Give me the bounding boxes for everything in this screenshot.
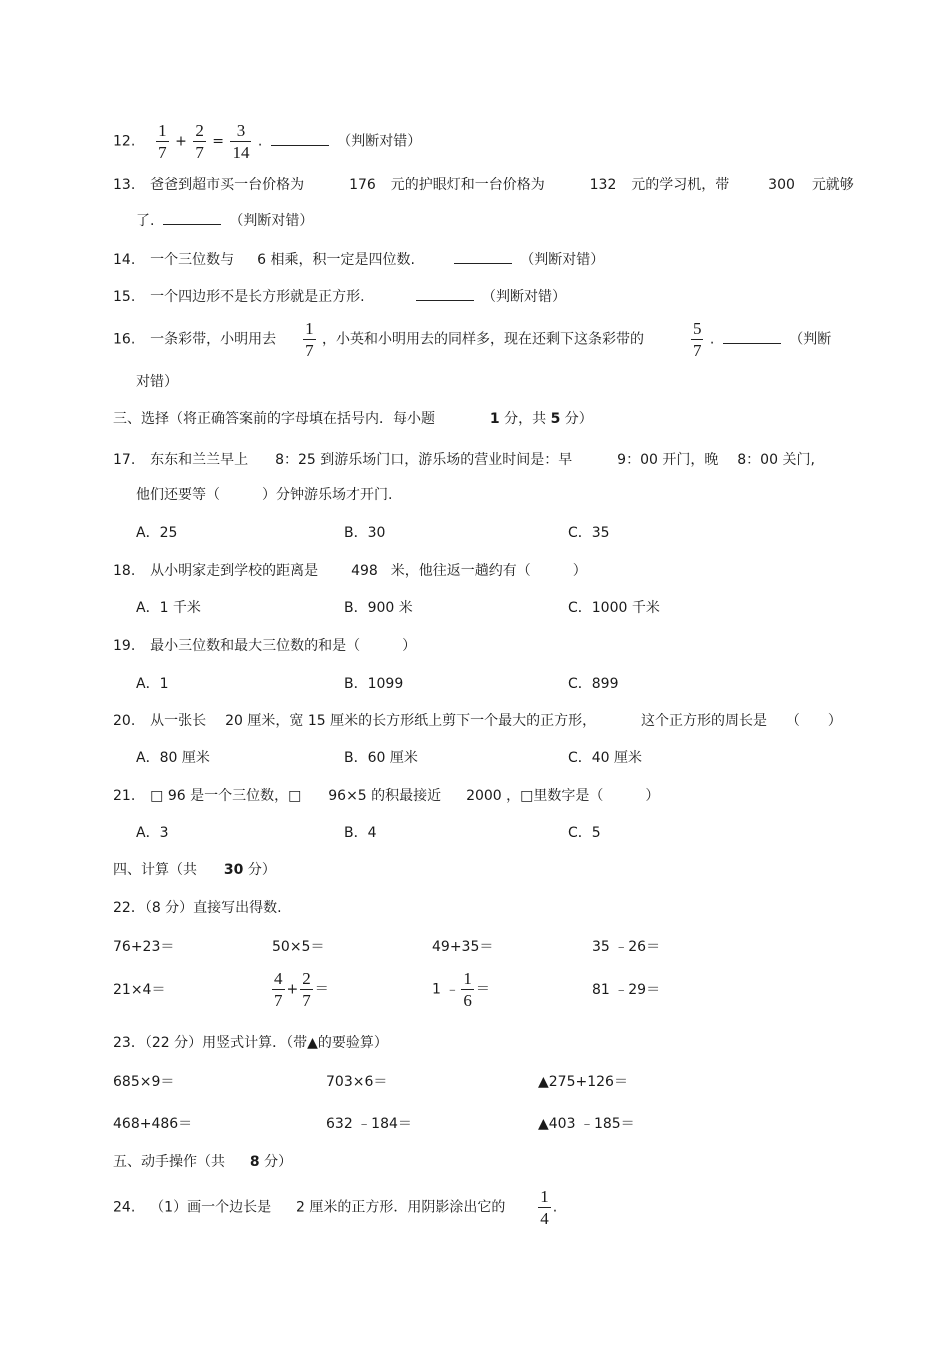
calc-item: 76+23＝ [113,939,175,955]
option-c[interactable]: C．1000 千米 [568,600,660,616]
section-text: 分） [564,411,593,427]
question-text: 元的护眼灯和一台价格为 [390,177,545,193]
equals-sign: = [212,133,224,150]
target-value: 2000 [466,788,502,804]
period: . [552,1199,558,1216]
points-value: 30 [223,862,244,878]
question-text: 关门, [782,452,815,468]
question-text: 从一张长 [150,713,207,729]
question-text: ，□里数字是（ ） [506,788,660,804]
fraction: $\frac{2}{7}$ [195,121,204,162]
calc-item: ▲403 ﹣185＝ [538,1116,635,1132]
question-18 [113,561,587,581]
question-text: 东东和兰兰早上 [150,452,249,468]
question-number: 13. [113,177,136,193]
time-value: 9：00 [617,452,658,468]
question-17 [113,450,815,470]
question-text: 一个三位数与 [150,252,235,268]
distance-value: 498 [351,563,378,579]
question-number: 18. [113,563,136,579]
judge-hint: （判断对错） [337,133,422,150]
section-text: 分，共 [504,411,547,427]
question-text: 这个正方形的周长是 [641,713,767,729]
calc-item: 81 ﹣29＝ [592,982,661,998]
calc-item: 703×6＝ [326,1074,388,1090]
judge-hint: （判断对错） [229,213,314,229]
judge-hint: （判断对错） [481,289,566,305]
question-13 [113,175,854,195]
calc-item: 468+486＝ [113,1116,193,1132]
question-text: 元就够 [811,177,854,193]
fraction: $\frac{4}{7}$ [274,969,283,1010]
question-20 [113,711,842,731]
question-24 [113,1188,557,1227]
equals-sign: ＝ [314,981,329,998]
question-text: 开门，晚 [662,452,719,468]
time-value: 8：25 [275,452,316,468]
question-number: 20. [113,713,136,729]
question-text: 他们还要等（ ）分钟游乐场才开门. [136,487,393,503]
section-text: 四、计算（共 [113,862,197,878]
fraction: $\frac{5}{7}$ [692,319,702,360]
question-number: 14. [113,252,136,268]
answer-blank[interactable] [163,210,221,225]
option-a[interactable]: A．80 厘米 [136,750,210,766]
question-text: 一个四边形不是长方形就是正方形. [150,289,365,305]
option-b[interactable]: B．900 米 [344,600,413,616]
option-c[interactable]: C．5 [568,825,601,841]
fraction: $\frac{1}{4}$ [540,1187,549,1228]
question-15 [113,286,566,307]
question-16 [113,320,831,359]
calc-text: 1 ﹣ [432,981,460,998]
question-number: 19. [113,638,136,654]
calc-item: ▲275+126＝ [538,1074,628,1090]
points-value: 8 [249,1154,260,1170]
option-b[interactable]: B．30 [344,525,386,541]
option-c[interactable]: C．899 [568,676,619,692]
question-text: （1）画一个边长是 [150,1199,272,1216]
calc-item: 35 ﹣26＝ [592,939,661,955]
option-a[interactable]: A．1 千米 [136,600,201,616]
section-text: 分） [264,1154,293,1170]
question-text: 米，他往返一趟约有（ ） [390,563,587,579]
number-value: 6 [257,252,266,268]
question-text: 最小三位数和最大三位数的和是（ ） [150,638,417,654]
question-text: 厘米的长方形纸上剪下一个最大的正方形， [330,713,597,729]
side-value: 2 [296,1199,305,1216]
question-text: 厘米的正方形．用阴影涂出它的 [309,1199,506,1216]
question-text: □ 96 是一个三位数，□ [150,788,302,804]
question-22-title: 22．（8 分）直接写出得数. [113,900,282,916]
fraction: $\frac{1}{7}$ [158,121,167,162]
answer-blank[interactable] [271,131,329,146]
option-c[interactable]: C．40 厘米 [568,750,643,766]
calc-item: 685×9＝ [113,1074,175,1090]
option-a[interactable]: A．3 [136,825,169,841]
answer-blank[interactable] [416,286,474,301]
calc-item: 49+35＝ [432,939,494,955]
question-number: 21. [113,788,136,804]
question-21 [113,786,659,806]
judge-hint: （判断对错） [520,252,605,268]
section-text: 三、选择（将正确答案前的字母填在括号内．每小题 [113,411,435,427]
question-19 [113,636,416,656]
section-5-heading [113,1152,292,1172]
length-value: 20 [225,713,243,729]
price-value: 132 [589,177,617,193]
question-text: 从小明家走到学校的距离是 [150,563,319,579]
period: . [257,133,263,150]
section-4-heading [113,860,276,880]
question-14 [113,249,604,270]
question-text: 96×5 的积最接近 [328,788,442,804]
calc-item-fractions [270,970,329,1009]
price-value: 176 [349,177,376,193]
width-value: 15 [307,713,326,729]
price-value: 300 [768,177,795,193]
question-text: ，小英和小明用去的同样多，现在还剩下这条彩带的 [322,331,645,348]
section-text: 五、动手操作（共 [113,1154,225,1170]
section-text: 分） [247,862,276,878]
period: . [709,331,715,348]
fraction: $\frac{1}{7}$ [305,319,314,360]
question-16-cont [136,372,178,392]
question-number: 15. [113,289,136,305]
question-12 [113,122,421,161]
calc-item-fractions [432,970,490,1009]
time-value: 8：00 [737,452,778,468]
answer-blank[interactable] [454,249,512,264]
question-text: 到游乐场门口，游乐场的营业时间是：早 [320,452,573,468]
calc-item: 632 ﹣184＝ [326,1116,412,1132]
question-text: 厘米，宽 [247,713,304,729]
calc-item: 21×4＝ [113,982,166,998]
equals-sign: ＝ [475,981,490,998]
option-a[interactable]: A．1 [136,676,169,692]
option-b[interactable]: B．1099 [344,676,404,692]
question-17-cont [136,485,392,505]
section-3-heading [113,409,593,429]
points-value: 5 [550,411,561,427]
answer-blank[interactable] [723,329,781,344]
plus-sign: + [175,133,187,150]
question-text: 一条彩带，小明用去 [150,331,277,348]
calc-item: 50×5＝ [272,939,325,955]
question-text: 元的学习机，带 [631,177,730,193]
question-number: 12. [113,133,136,150]
option-a[interactable]: A．25 [136,525,178,541]
fraction: $\frac{3}{14}$ [232,121,250,162]
option-b[interactable]: B．4 [344,825,377,841]
judge-hint: 对错） [136,374,178,390]
plus-sign: + [286,981,299,998]
question-number: 17. [113,452,136,468]
points-value: 1 [489,411,500,427]
option-c[interactable]: C．35 [568,525,610,541]
question-number: 24. [113,1199,136,1216]
question-text: 相乘，积一定是四位数. [270,252,415,268]
question-number: 16. [113,331,136,348]
fraction: $\frac{2}{7}$ [302,969,311,1010]
option-b[interactable]: B．60 厘米 [344,750,418,766]
question-text: 了. [136,213,155,229]
judge-hint: （判断 [789,331,832,348]
question-text: 爸爸到超市买一台价格为 [150,177,305,193]
question-13-cont [136,210,313,231]
answer-parens: （ ） [785,713,842,729]
question-23-title: 23．（22 分）用竖式计算．（带▲的要验算） [113,1035,388,1051]
fraction: $\frac{1}{6}$ [463,969,472,1010]
